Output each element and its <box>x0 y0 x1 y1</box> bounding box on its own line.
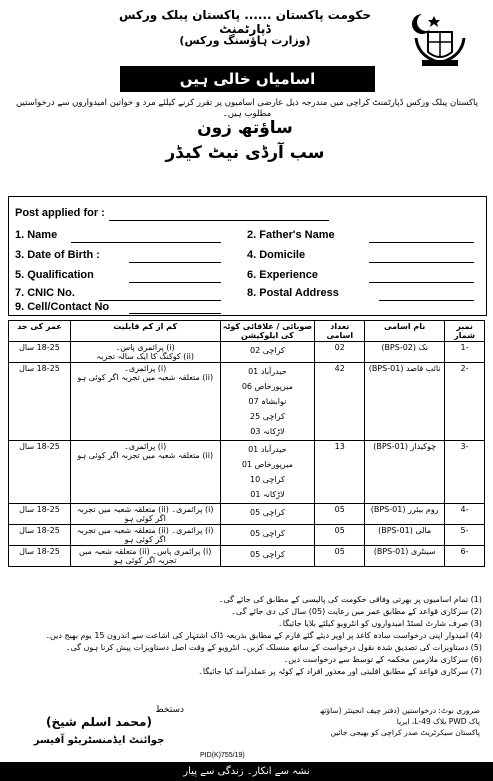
qualification-entry: (i) پرائمری پاس۔ (ii) متعلقہ شعبہ میں تجربہ اگر کوئی ہو <box>79 547 212 565</box>
cell-age: 18-25 سال <box>9 525 71 546</box>
qualification-entry: (ii) متعلقہ شعبہ میں تجربہ اگر کوئی ہو <box>77 451 214 460</box>
quota-entry: لاڑکانہ 03 <box>250 427 285 436</box>
qualification-entry: (i) پرائمری۔ (ii) متعلقہ شعبہ میں تجربہ اگر کوئی ہو <box>76 505 214 523</box>
signature-prefix: دستخط <box>155 705 184 715</box>
cell-post: سینٹری (BPS-01) <box>365 546 445 567</box>
qualification-entry: (i) پرائمری۔ (ii) متعلقہ شعبہ میں تجربہ اگر کوئی ہو <box>76 526 214 544</box>
post-applied-label: Post applied for : <box>15 207 105 219</box>
qualification-line[interactable] <box>129 281 221 283</box>
table-header-row <box>9 321 485 342</box>
domicile-label: 4. Domicile <box>247 249 306 261</box>
experience-label: 6. Experience <box>247 269 318 281</box>
cell-serial: -2 <box>445 363 485 441</box>
col-serial: نمبر شمار <box>445 321 485 342</box>
col-qualification: کم از کم قابلیت <box>70 321 220 342</box>
col-count: تعداد اسامی <box>315 321 365 342</box>
cell-qualification <box>70 342 220 363</box>
cnic-label: 7. CNIC No. <box>15 287 75 299</box>
cell-serial: -6 <box>445 546 485 567</box>
cell-post: روم بیئرر (BPS-01) <box>365 504 445 525</box>
cell-count: 05 <box>315 525 365 546</box>
domicile-line[interactable] <box>369 261 474 263</box>
signature-block <box>14 705 184 746</box>
cell-age: 18-25 سال <box>9 342 71 363</box>
address-line: پاک PWD بلاک 49-L، ایریا <box>396 717 480 726</box>
cell-count: 05 <box>315 546 365 567</box>
quota-entry: حیدرآباد 01 <box>248 445 287 454</box>
table-row <box>9 441 485 504</box>
cell-quota <box>220 546 315 567</box>
fathers-name-line[interactable] <box>369 241 474 243</box>
signatory-designation: جوائنٹ ایڈمنسٹریٹو آفیسر <box>33 735 165 746</box>
header <box>0 0 493 58</box>
signatory-name: (محمد اسلم شیخ) <box>46 715 152 729</box>
table-row <box>9 504 485 525</box>
note-item: (1) تمام اسامیوں پر بھرتی وفاقی حکومت کی پالیسی کے مطابق کی جائے گی۔ <box>218 595 482 604</box>
qualification-entry: (ii) کوکنگ کا ایک سالہ تجربہ <box>96 352 194 361</box>
note-item: (2) سرکاری قواعد کے مطابق عمر میں رعایت (05) سال کی دی جائے گی۔ <box>231 607 482 616</box>
cell-qualification <box>70 525 220 546</box>
qualification-entry: (i) پرائمری پاس۔ <box>115 343 175 352</box>
quota-entry: نوابشاہ 07 <box>248 397 287 406</box>
cell-age: 18-25 سال <box>9 504 71 525</box>
address-block <box>235 705 480 738</box>
quota-entry: میرپورخاص 01 <box>241 460 293 469</box>
qualification-entry: (i) پرائمری۔ <box>124 364 167 373</box>
cell-post: نائب قاصد (BPS-01) <box>365 363 445 441</box>
experience-line[interactable] <box>369 281 474 283</box>
qualification-entry: (i) پرائمری۔ <box>124 442 167 451</box>
col-quota: صوبائی / علاقائی کوٹہ کی ایلوکیشن <box>220 321 315 342</box>
cell-post: مالی (BPS-01) <box>365 525 445 546</box>
cell-count: 02 <box>315 342 365 363</box>
table-row <box>9 525 485 546</box>
quota-entry: میرپورخاص 06 <box>241 382 293 391</box>
quota-entry: کراچی 25 <box>250 412 285 421</box>
cell-count: 13 <box>315 441 365 504</box>
quota-entry: حیدرآباد 01 <box>248 367 287 376</box>
quota-entry: کراچی 05 <box>250 550 285 559</box>
col-age: عمر کی حد <box>9 321 71 342</box>
name-line[interactable] <box>71 241 221 243</box>
cell-serial: -5 <box>445 525 485 546</box>
note-item: (4) امیدوار اپنی درخواست سادہ کاغذ پر اوپر دیئے گئے فارم کے مطابق بذریعہ ڈاک اشتہار کی اشاعت سے اندرون 15 یوم بھیج دیں۔ <box>45 631 482 640</box>
address-line: ضروری نوٹ: درخواستیں (دفتر چیف انجینئر (ساؤتھ <box>319 706 480 715</box>
state-emblem-icon <box>408 8 472 68</box>
table-row <box>9 363 485 441</box>
note-item: (3) صرف شارٹ لسٹڈ امیدواروں کو انٹرویو کیلئے بلایا جائیگا۔ <box>278 619 482 628</box>
cell-quota <box>220 441 315 504</box>
cnic-line[interactable] <box>99 299 221 301</box>
header-line1: حکومت پاکستان ...... پاکستان پبلک ورکس ڈپارٹمنٹ <box>118 8 372 36</box>
cell-age: 18-25 سال <box>9 441 71 504</box>
note-item: (7) سرکاری قواعد کے مطابق اقلیتی اور معذور افراد کے کوٹہ پر عملدرآمد کیا جائیگا۔ <box>198 667 482 676</box>
cell-post: چوکیدار (BPS-01) <box>365 441 445 504</box>
cell-quota <box>220 525 315 546</box>
quota-entry: کراچی 02 <box>250 346 285 355</box>
pid-number: PID(K)755/19) <box>200 752 245 759</box>
quota-entry: لاڑکانہ 01 <box>250 490 285 499</box>
cell-serial: -4 <box>445 504 485 525</box>
fathers-name-label: 2. Father's Name <box>247 229 335 241</box>
cell-quota <box>220 504 315 525</box>
name-label: 1. Name <box>15 229 58 241</box>
quota-entry: کراچی 10 <box>250 475 285 484</box>
qualification-entry: (ii) متعلقہ شعبہ میں تجربہ اگر کوئی ہو <box>77 373 214 382</box>
cell-line[interactable] <box>129 312 221 314</box>
cell-quota <box>220 342 315 363</box>
post-applied-line[interactable] <box>109 219 329 221</box>
cell-serial: -3 <box>445 441 485 504</box>
postal-address-line[interactable] <box>379 299 474 301</box>
dob-label: 3. Date of Birth : <box>15 249 100 261</box>
cell-post: نک (BPS-02) <box>365 342 445 363</box>
quota-entry: کراچی 05 <box>250 508 285 517</box>
col-post: نام اسامی <box>365 321 445 342</box>
application-form <box>8 196 487 316</box>
quota-entry: کراچی 05 <box>250 529 285 538</box>
cell-quota <box>220 363 315 441</box>
cell-age: 18-25 سال <box>9 546 71 567</box>
cell-count: 42 <box>315 363 365 441</box>
cell-count: 05 <box>315 504 365 525</box>
footer-slogan: نشہ سے انکار۔ زندگی سے پیار <box>0 762 493 781</box>
note-item: (6) سرکاری ملازمین محکمہ کے توسط سے درخواست دیں۔ <box>283 655 482 664</box>
table-row <box>9 546 485 567</box>
zone-title: ساؤتھ زون <box>197 118 293 138</box>
postal-address-label: 8. Postal Address <box>247 287 339 299</box>
cell-qualification <box>70 546 220 567</box>
notes-list <box>14 594 482 678</box>
vacancies-banner: اسامیاں خالی ہیں <box>120 66 375 92</box>
cadre-title: سب آرڈی نیٹ کیڈر <box>165 143 325 163</box>
table-row <box>9 342 485 363</box>
intro-text: پاکستان پبلک ورکس ڈپارٹمنٹ کراچی میں مندرجہ ذیل عارضی اسامیوں پر تقرر کرنے کیلئے مرد و خواتین امیدواروں سے درخواستیں مطلوب ہیں۔ <box>16 98 478 119</box>
cell-qualification <box>70 441 220 504</box>
address-line: پاکستان سیکرٹریٹ صدر کراچی کو بھیجی جائیں <box>330 728 480 737</box>
cell-age: 18-25 سال <box>9 363 71 441</box>
cell-label: 9. Cell/Contact No <box>15 301 110 313</box>
cell-serial: -1 <box>445 342 485 363</box>
cell-qualification <box>70 504 220 525</box>
vacancies-table <box>8 320 485 567</box>
note-item: (5) دستاویزات کی تصدیق شدہ نقول درخواست کے ساتھ منسلک کریں۔ انٹرویو کے وقت اصل دستاویزات پیش کرنا ہوں گی۔ <box>65 643 482 652</box>
dob-line[interactable] <box>129 261 221 263</box>
qualification-label: 5. Qualification <box>15 269 94 281</box>
cell-qualification <box>70 363 220 441</box>
header-line2: (وزارت ہاؤسنگ ورکس) <box>179 34 311 47</box>
